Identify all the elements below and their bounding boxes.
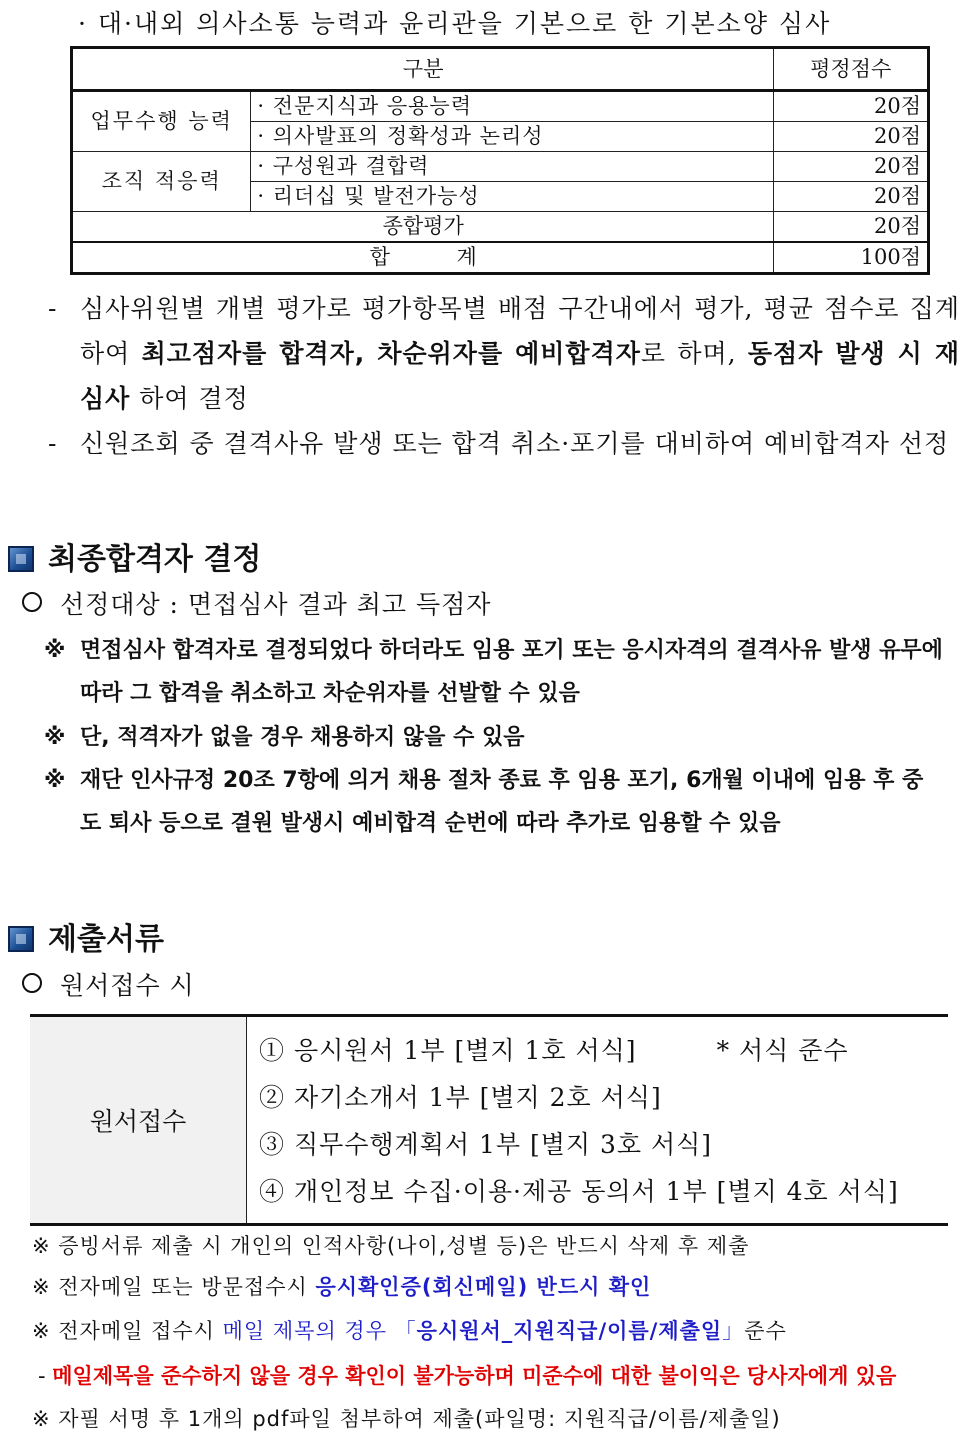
docs-table-label: 원서접수 (30, 1016, 247, 1225)
final-note-1: ※ 면접심사 합격자로 결정되었다 하더라도 임용 포기 또는 응시자격의 결격사유 발생 유무에 따라 그 합격을 취소하고 차순위자를 선발할 수 있음 (44, 638, 943, 706)
intro-line: · 대·내외 의사소통 능력과 윤리관을 기본으로 한 기본소양 심사 (78, 9, 832, 38)
category-cell: 업무수행 능력 (72, 91, 251, 152)
category-cell: 조직 적응력 (72, 152, 251, 212)
eval-paragraph-2 (48, 421, 960, 466)
dash-bullet: - (48, 429, 58, 458)
docs-table (30, 1014, 948, 1226)
section-title-final: 최종합격자 결정 (8, 534, 261, 578)
footer-note-5: ※ 자필 서명 후 1개의 pdf파일 첨부하여 제출(파일명: 지원직급/이름/제출일) (32, 1407, 781, 1431)
circle-bullet-icon (22, 592, 42, 612)
header-category: 구분 (72, 48, 774, 91)
list-item: ④ 개인정보 수집·이용·제공 동의서 1부 [별지 4호 서식] (259, 1177, 899, 1206)
circle-bullet-icon (22, 973, 42, 993)
list-item: ② 자기소개서 1부 [별지 2호 서식] (259, 1083, 662, 1112)
selection-line: 선정대상 : 면접심사 결과 최고 득점자 (22, 585, 491, 621)
footer-warning: - 메일제목을 준수하지 않을 경우 확인이 불가능하며 미준수에 대한 불이익은 당사자에게 있음 (38, 1364, 897, 1388)
item-cell: · 구성원과 결합력 (251, 152, 774, 182)
score-table (70, 46, 930, 275)
score-cell: 20점 (774, 152, 929, 182)
score-cell: 20점 (774, 122, 929, 152)
item-note: * 서식 준수 (716, 1036, 849, 1065)
footer-note-1: ※ 증빙서류 제출 시 개인의 인적사항(나이,성별 등)은 반드시 삭제 후 제출 (32, 1234, 750, 1258)
footer-note-2: ※ 전자메일 또는 방문접수시 응시확인증(회신메일) 반드시 확인 (32, 1275, 652, 1299)
footer-note-3: ※ 전자메일 접수시 메일 제목의 경우 「응시원서_지원직급/이름/제출일」준수 (32, 1319, 787, 1343)
total-score: 100점 (774, 242, 929, 274)
score-cell: 20점 (774, 91, 929, 122)
list-item: ① 응시원서 1부 [별지 1호 서식] * 서식 준수 (259, 1036, 849, 1065)
paragraph-text: 신원조회 중 결격사유 발생 또는 합격 취소·포기를 대비하여 예비합격자 선정 (80, 429, 950, 458)
table-row (72, 91, 929, 122)
docs-when-line: 원서접수 시 (22, 966, 195, 1002)
final-note-2: ※ 단, 적격자가 없을 경우 채용하지 않을 수 있음 (44, 725, 525, 750)
overall-label: 종합평가 (72, 212, 774, 243)
final-note-3: ※ 재단 인사규정 20조 7항에 의거 채용 절차 종료 후 임용 포기, 6개월 이내에 임용 후 중도 퇴사 등으로 결원 발생시 예비합격 순번에 따라 추가로 임용할 수 있음 (44, 768, 924, 836)
square-bullet-icon (8, 926, 34, 952)
eval-paragraph-1 (48, 286, 960, 421)
table-row (72, 152, 929, 182)
score-table-header (72, 48, 929, 91)
section-title-docs: 제출서류 (8, 914, 164, 958)
square-bullet-icon (8, 546, 34, 572)
docs-items (247, 1016, 949, 1225)
list-item: ③ 직무수행계획서 1부 [별지 3호 서식] (259, 1130, 713, 1159)
item-cell: · 전문지식과 응용능력 (251, 91, 774, 122)
total-label: 합 계 (72, 242, 774, 274)
paragraph-text: 심사위원별 개별 평가로 평가항목별 배점 구간내에서 평가, 평균 점수로 집계하여 최고점자를 합격자, 차순위자를 예비합격자로 하며, 동점자 발생 시 재심사 하여 결정 (80, 294, 960, 413)
header-score: 평정점수 (774, 48, 929, 91)
total-row (72, 242, 929, 274)
overall-score: 20점 (774, 212, 929, 243)
dash-bullet: - (48, 294, 58, 323)
score-cell: 20점 (774, 182, 929, 212)
table-row (72, 212, 929, 243)
item-cell: · 의사발표의 정확성과 논리성 (251, 122, 774, 152)
item-cell: · 리더십 및 발전가능성 (251, 182, 774, 212)
